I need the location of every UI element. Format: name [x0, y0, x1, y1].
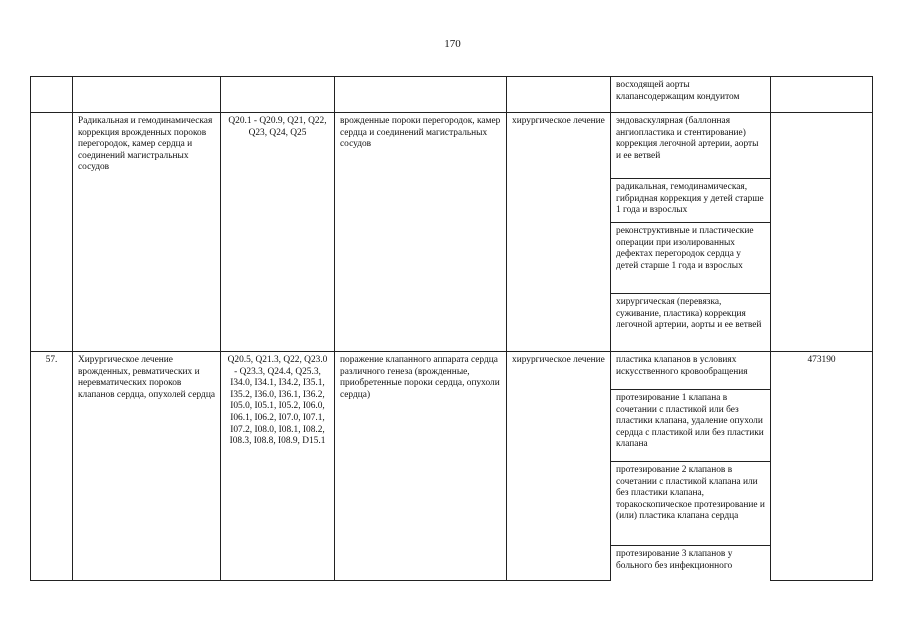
- treatment-type-cell: [507, 77, 611, 113]
- diagnosis-codes-cell: [221, 77, 335, 113]
- row-number-cell: [31, 77, 73, 113]
- table-row: [31, 352, 873, 390]
- table-row: [31, 77, 873, 113]
- treatment-method-cell: пластика клапанов в условиях искусственного кровообращения: [611, 352, 771, 390]
- care-name-cell: Радикальная и гемодинамическая коррекция врожденных пороков перегородок, камер сердца и соединений магистральных сосудов: [73, 113, 221, 352]
- treatment-method-cell: протезирование 2 клапанов в сочетании с пластикой клапана или без пластики клапана, торакоскопическое протезирование и (или) пластика клапана сердца: [611, 462, 771, 546]
- treatment-method-cell: эндоваскулярная (баллонная ангиопластика и стентирование) коррекция легочной артерии, аорты и ее ветвей: [611, 113, 771, 179]
- row-number-cell: [31, 113, 73, 352]
- treatment-type-cell: хирургическое лечение: [507, 352, 611, 581]
- treatment-method-cell: хирургическая (перевязка, суживание, пластика) коррекция легочной артерии, аорты и ее ветвей: [611, 294, 771, 352]
- treatment-method-cell: реконструктивные и пластические операции при изолированных дефектах перегородок сердца у детей старше 1 года и взрослых: [611, 223, 771, 294]
- row-number-cell: 57.: [31, 352, 73, 581]
- care-name-cell: [73, 77, 221, 113]
- treatment-method-cell: радикальная, гемодинамическая, гибридная коррекция у детей старше 1 года и взрослых: [611, 179, 771, 223]
- patient-model-cell: врожденные пороки перегородок, камер сердца и соединений магистральных сосудов: [335, 113, 507, 352]
- treatment-method-cell: протезирование 1 клапана в сочетании с пластикой или без пластики клапана, удаление опухоли сердца с пластикой или без пластики клапана: [611, 390, 771, 462]
- diagnosis-codes-cell: Q20.5, Q21.3, Q22, Q23.0 - Q23.3, Q24.4, Q25.3, I34.0, I34.1, I34.2, I35.1, I35.2, I36.0, I36.1, I36.2, I05.0, I05.1, I05.2, I06.0, I06.1, I06.2, I07.0, I07.1, I07.2, I08.0, I08.1, I08.2, I08.3, I08.8, I08.9, D15.1: [221, 352, 335, 581]
- page-number: 170: [444, 38, 461, 50]
- cost-cell: [771, 77, 873, 113]
- cost-cell: [771, 113, 873, 352]
- treatment-type-cell: хирургическое лечение: [507, 113, 611, 352]
- medical-care-table: [30, 76, 873, 581]
- care-name-cell: Хирургическое лечение врожденных, ревматических и неревматических пороков клапанов сердца, опухолей сердца: [73, 352, 221, 581]
- table-row: [31, 113, 873, 179]
- treatment-method-cell: протезирование 3 клапанов у больного без инфекционного: [611, 546, 771, 581]
- patient-model-cell: поражение клапанного аппарата сердца различного генеза (врожденные, приобретенные пороки сердца, опухоли сердца): [335, 352, 507, 581]
- cost-cell: 473190: [771, 352, 873, 581]
- diagnosis-codes-cell: Q20.1 - Q20.9, Q21, Q22, Q23, Q24, Q25: [221, 113, 335, 352]
- patient-model-cell: [335, 77, 507, 113]
- treatment-method-cell: восходящей аорты клапансодержащим кондуитом: [611, 77, 771, 113]
